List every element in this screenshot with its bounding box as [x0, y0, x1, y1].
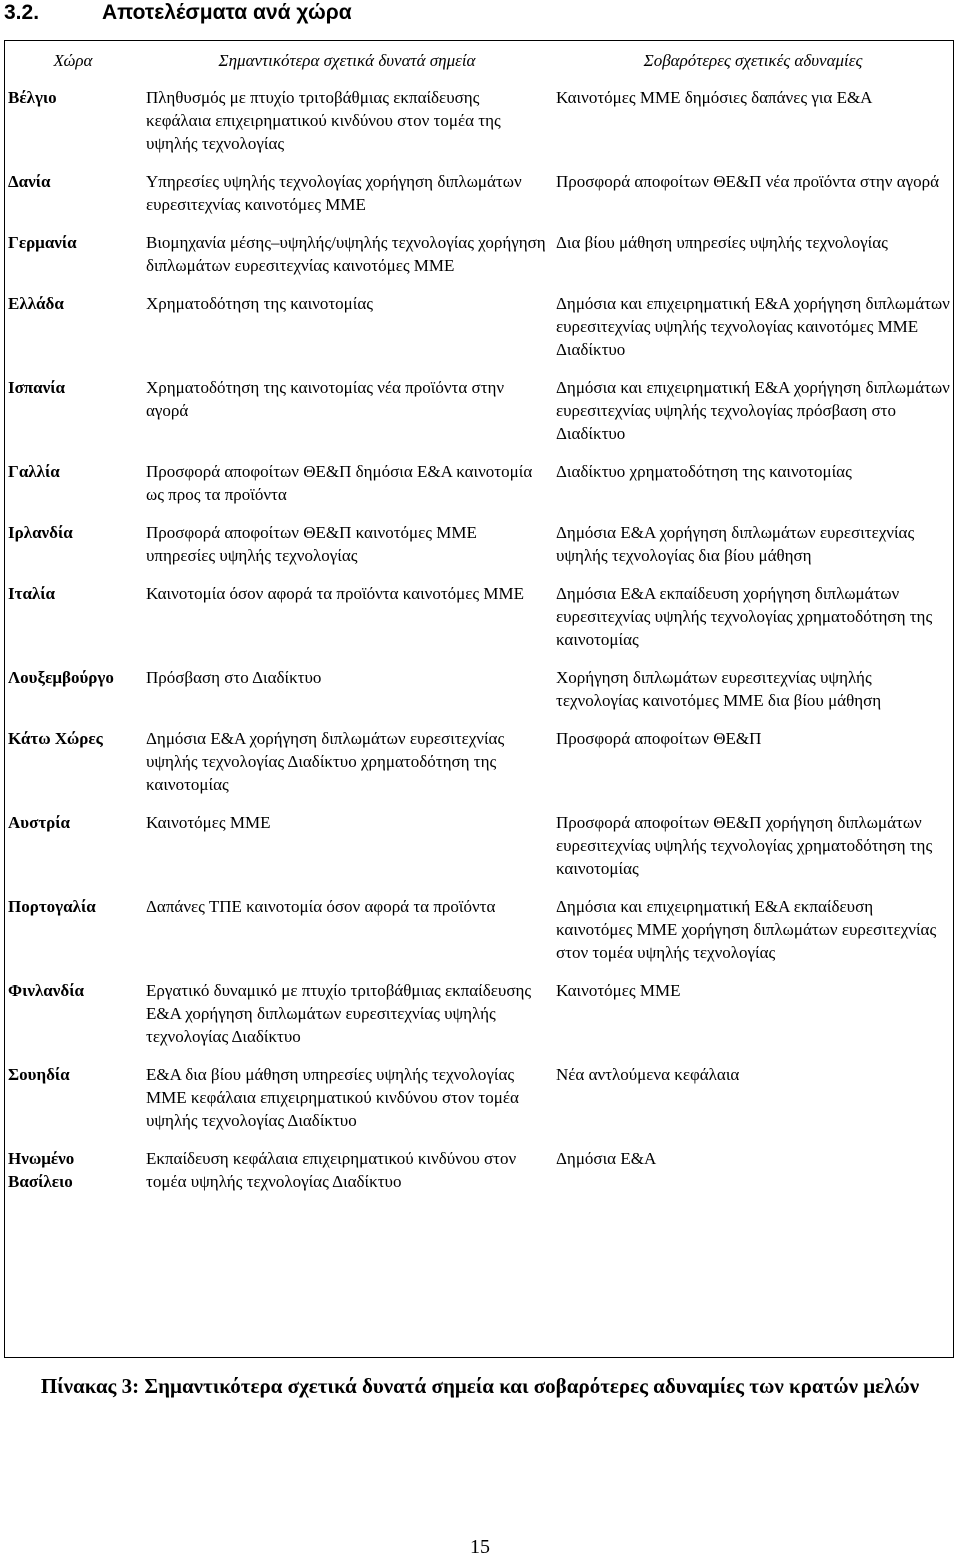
strengths-cell: Βιομηχανία μέσης–υψηλής/υψηλής τεχνολογίας χορήγηση διπλωμάτων ευρεσιτεχνίας καινοτόμες ΜΜΕ [146, 233, 546, 275]
weaknesses-cell: Δημόσια και επιχειρηματική Ε&Α χορήγηση διπλωμάτων ευρεσιτεχνίας υψηλής τεχνολογίας καινοτόμες ΜΜΕ Διαδίκτυο [556, 294, 950, 359]
strengths-cell: Εκπαίδευση κεφάλαια επιχειρηματικού κινδύνου στον τομέα υψηλής τεχνολογίας Διαδίκτυο [146, 1149, 517, 1191]
strengths-cell: Χρηματοδότηση της καινοτομίας νέα προϊόντα στην αγορά [146, 378, 505, 420]
country-cell: Ισπανία [8, 378, 66, 397]
strengths-cell: Προσφορά αποφοίτων ΘΕ&Π δημόσια Ε&Α καινοτομία ως προς τα προϊόντα [146, 462, 533, 504]
country-cell: Αυστρία [8, 813, 71, 832]
table-row [4, 660, 954, 721]
country-results-table [4, 40, 954, 1202]
country-cell: Λουξεμβούργο [8, 668, 114, 687]
strengths-cell: Δημόσια Ε&Α χορήγηση διπλωμάτων ευρεσιτεχνίας υψηλής τεχνολογίας Διαδίκτυο χρηματοδότηση της καινοτομίας [146, 729, 505, 794]
weaknesses-cell: Προσφορά αποφοίτων ΘΕ&Π νέα προϊόντα στην αγορά [556, 172, 940, 191]
table-row [4, 80, 954, 164]
strengths-cell: Υπηρεσίες υψηλής τεχνολογίας χορήγηση διπλωμάτων ευρεσιτεχνίας καινοτόμες ΜΜΕ [146, 172, 522, 214]
weaknesses-cell: Χορήγηση διπλωμάτων ευρεσιτεχνίας υψηλής τεχνολογίας καινοτόμες ΜΜΕ δια βίου μάθηση [556, 668, 882, 710]
page-number: 15 [470, 1536, 490, 1558]
table-header-row [4, 40, 954, 80]
country-cell: Βέλγιο [8, 88, 57, 107]
country-cell: Γερμανία [8, 233, 77, 252]
strengths-cell: Καινοτόμες ΜΜΕ [146, 813, 271, 832]
table-row [4, 164, 954, 225]
header-strengths: Σημαντικότερα σχετικά δυνατά σημεία [218, 50, 476, 70]
strengths-cell: Προσφορά αποφοίτων ΘΕ&Π καινοτόμες ΜΜΕ υπηρεσίες υψηλής τεχνολογίας [146, 523, 477, 565]
weaknesses-cell: Δημόσια και επιχειρηματική Ε&Α χορήγηση διπλωμάτων ευρεσιτεχνίας υψηλής τεχνολογίας πρόσβαση στο Διαδίκτυο [556, 378, 950, 443]
weaknesses-cell: Καινοτόμες ΜΜΕ δημόσιες δαπάνες για Ε&Α [556, 88, 873, 107]
country-cell: Ιρλανδία [8, 523, 73, 542]
table-row [4, 454, 954, 515]
header-weaknesses: Σοβαρότερες σχετικές αδυναμίες [643, 50, 863, 70]
weaknesses-cell: Προσφορά αποφοίτων ΘΕ&Π χορήγηση διπλωμάτων ευρεσιτεχνίας υψηλής τεχνολογίας χρηματοδότηση της καινοτομίας [556, 813, 933, 878]
country-cell: Σουηδία [8, 1065, 70, 1084]
strengths-cell: Πρόσβαση στο Διαδίκτυο [146, 668, 322, 687]
weaknesses-cell: Δημόσια Ε&Α [556, 1149, 657, 1168]
country-cell: Ελλάδα [8, 294, 64, 313]
table-row [4, 576, 954, 660]
strengths-cell: Ε&Α δια βίου μάθηση υπηρεσίες υψηλής τεχνολογίας ΜΜΕ κεφάλαια επιχειρηματικού κινδύνου στον τομέα υψηλής τεχνολογίας Διαδίκτυο [146, 1065, 519, 1130]
header-country: Χώρα [53, 50, 93, 70]
strengths-cell: Καινοτομία όσον αφορά τα προϊόντα καινοτόμες ΜΜΕ [146, 584, 525, 603]
table-row [4, 225, 954, 286]
weaknesses-cell: Καινοτόμες ΜΜΕ [556, 981, 681, 1000]
table-row [4, 973, 954, 1057]
country-cell: Γαλλία [8, 462, 60, 481]
country-cell: Κάτω Χώρες [8, 729, 103, 748]
country-cell: Πορτογαλία [8, 897, 96, 916]
section-heading [4, 0, 352, 26]
country-cell: Ιταλία [8, 584, 56, 603]
table-row [4, 1057, 954, 1141]
weaknesses-cell: Διαδίκτυο χρηματοδότηση της καινοτομίας [556, 462, 852, 481]
section-number: 3.2. [4, 1, 40, 24]
table-row [4, 889, 954, 973]
country-cell: Δανία [8, 172, 51, 191]
table-row [4, 721, 954, 805]
section-title: Αποτελέσματα ανά χώρα [102, 1, 352, 24]
country-cell: Φινλανδία [8, 981, 84, 1000]
weaknesses-cell: Δια βίου μάθηση υπηρεσίες υψηλής τεχνολογίας [556, 233, 888, 252]
weaknesses-cell: Δημόσια Ε&Α χορήγηση διπλωμάτων ευρεσιτεχνίας υψηλής τεχνολογίας δια βίου μάθηση [556, 523, 915, 565]
table-row [4, 286, 954, 370]
weaknesses-cell: Προσφορά αποφοίτων ΘΕ&Π [556, 729, 762, 748]
country-cell: Ηνωμένο Βασίλειο [8, 1149, 75, 1191]
weaknesses-cell: Δημόσια και επιχειρηματική Ε&Α εκπαίδευση καινοτόμες ΜΜΕ χορήγηση διπλωμάτων ευρεσιτεχνίας στον τομέα υψηλής τεχνολογίας [556, 897, 937, 962]
table-row [4, 370, 954, 454]
strengths-cell: Εργατικό δυναμικό με πτυχίο τριτοβάθμιας εκπαίδευσης Ε&Α χορήγηση διπλωμάτων ευρεσιτεχνίας υψηλής τεχνολογίας Διαδίκτυο [146, 981, 532, 1046]
table-row [4, 515, 954, 576]
strengths-cell: Δαπάνες ΤΠΕ καινοτομία όσον αφορά τα προϊόντα [146, 897, 496, 916]
weaknesses-cell: Νέα αντλούμενα κεφάλαια [556, 1065, 740, 1084]
table-row [4, 805, 954, 889]
table-caption: Πίνακας 3: Σημαντικότερα σχετικά δυνατά σημεία και σοβαρότερες αδυναμίες των κρατών μελών [40, 1374, 920, 1398]
table-row [4, 1141, 954, 1202]
strengths-cell: Πληθυσμός με πτυχίο τριτοβάθμιας εκπαίδευσης κεφάλαια επιχειρηματικού κινδύνου στον τομέα της υψηλής τεχνολογίας [146, 88, 501, 153]
strengths-cell: Χρηματοδότηση της καινοτομίας [146, 294, 373, 313]
weaknesses-cell: Δημόσια Ε&Α εκπαίδευση χορήγηση διπλωμάτων ευρεσιτεχνίας υψηλής τεχνολογίας χρηματοδότηση της καινοτομίας [556, 584, 933, 649]
